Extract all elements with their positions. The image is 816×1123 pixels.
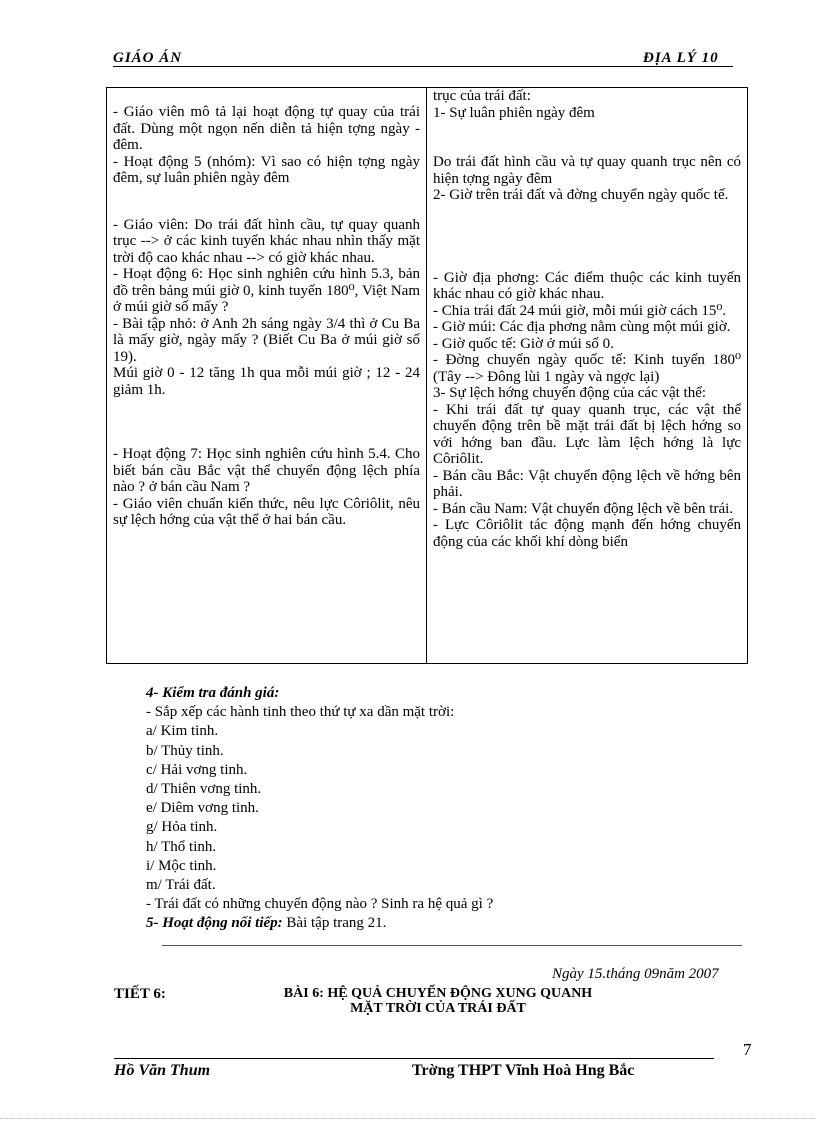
lesson-table [106, 87, 748, 664]
section-divider [162, 945, 742, 946]
right-line: - Đờng chuyển ngày quốc tế: Kinh tuyến 180⁰ (Tây --> Đông lùi 1 ngày và ngợc lại) [433, 352, 741, 385]
header-right: ĐỊA LÝ 10 [643, 50, 719, 66]
planet-item: e/ Diêm vơng tinh. [146, 800, 259, 817]
right-line: 1- Sự luân phiên ngày đêm [433, 104, 595, 121]
page-bottom-border [0, 1118, 816, 1119]
left-line: - Bài tập nhỏ: ở Anh 2h sáng ngày 3/4 thì ở Cu Ba là mấy giờ, ngày mấy ? (Biết Cu Ba ở múi giờ số 19). [113, 315, 420, 365]
footer-author: Hồ Văn Thum [114, 1062, 211, 1079]
planet-item: h/ Thổ tinh. [146, 838, 217, 855]
right-line: - Giờ quốc tế: Giờ ở múi số 0. [433, 335, 614, 352]
planet-item: g/ Hỏa tinh. [146, 819, 218, 836]
right-line: - Bán cầu Nam: Vật chuyển động lệch về bên trái. [433, 500, 734, 517]
right-line: Do trái đất hình cầu và tự quay quanh trục nên có hiện tợng ngày đêm [433, 154, 741, 187]
evaluation-title: 4- Kiểm tra đánh giá: [146, 685, 280, 701]
planet-item: i/ Mộc tinh. [146, 857, 217, 874]
lesson-date: Ngày 15.tháng 09năm 2007 [552, 966, 719, 982]
teacher-activity-column [107, 88, 427, 664]
planet-item: b/ Thủy tinh. [146, 742, 224, 759]
next-activity-title: 5- Hoạt động nối tiếp: [146, 915, 283, 932]
left-line: - Giáo viên mô tả lại hoạt động tự quay của trái đất. Dùng một ngọn nến diễn tả hiện tợng ngày - đêm. [113, 104, 420, 153]
planet-item: m/ Trái đất. [146, 877, 216, 894]
footer-rule [114, 1058, 714, 1059]
planet-item: a/ Kim tinh. [146, 723, 219, 740]
content-column [427, 88, 748, 664]
left-line: Múi giờ 0 - 12 tăng 1h qua mỗi múi giờ ; 12 - 24 giảm 1h. [113, 365, 420, 398]
next-activity-text: Bài tập trang 21. [286, 915, 387, 932]
evaluation-question: - Trái đất có những chuyển động nào ? Sinh ra hệ quả gì ? [146, 896, 494, 913]
evaluation-intro: - Sắp xếp các hành tinh theo thứ tự xa dần mặt trời: [146, 704, 455, 721]
right-line: - Lực Côriôlit tác động mạnh đến hớng chuyển động của các khối khí dòng biển [433, 517, 741, 550]
right-line: - Khi trái đất tự quay quanh trục, các vật thể chuyển động trên bề mặt trái đất bị lệch hớng so với hớng ban đầu. Lực làm lệch hớng là lực Côriôlit. [433, 401, 741, 467]
header-rule [113, 66, 733, 67]
evaluation-section [146, 684, 706, 934]
page-number: 7 [743, 1040, 752, 1059]
right-line: - Giờ múi: Các địa phơng nằm cùng một múi giờ. [433, 319, 731, 335]
planet-item: c/ Hải vơng tinh. [146, 761, 248, 778]
lesson-title-line2: MẶT TRỜI CỦA TRÁI ĐẤT [350, 1001, 526, 1016]
right-line: - Chia trái đất 24 múi giờ, mỗi múi giờ cách 15⁰. [433, 302, 727, 319]
header-left: GIÁO ÁN [113, 50, 183, 66]
left-line: - Hoạt động 7: Học sinh nghiên cứu hình 5.4. Cho biết bán cầu Bắc vật thể chuyển động lệch phía nào ? ở bán cầu Nam ? [113, 446, 420, 495]
right-line: trục của trái đất: [433, 88, 531, 104]
period-label: TIẾT 6: [114, 986, 166, 1002]
lesson-title [243, 986, 633, 1016]
left-line: - Giáo viên: Do trái đất hình cầu, tự quay quanh trục --> ở các kinh tuyến khác nhau nhìn thấy mặt trời độ cao khác nhau --> có giờ khác nhau. [113, 216, 420, 266]
lesson-title-line1: BÀI 6: HỆ QUẢ CHUYỂN ĐỘNG XUNG QUANH [283, 986, 593, 1001]
right-line: - Bán cầu Bắc: Vật chuyển động lệch về hớng bên phải. [433, 467, 741, 500]
planet-item: d/ Thiên vơng tinh. [146, 781, 262, 798]
right-line: - Giờ địa phơng: Các điểm thuộc các kinh tuyến khác nhau có giờ khác nhau. [433, 269, 741, 302]
footer-school: Trờng THPT Vĩnh Hoà Hng Bắc [412, 1062, 635, 1079]
left-line: - Giáo viên chuẩn kiến thức, nêu lực Côriôlit, nêu sự lệch hớng của vật thể ở hai bán cầu. [113, 495, 420, 528]
left-line: - Hoạt động 5 (nhóm): Vì sao có hiện tợng ngày đêm, sự luân phiên ngày đêm [113, 153, 420, 186]
right-line: 2- Giờ trên trái đất và đờng chuyển ngày quốc tế. [433, 187, 729, 203]
next-activity [146, 914, 706, 933]
left-line: - Hoạt động 6: Học sinh nghiên cứu hình 5.3, bản đồ trên bảng múi giờ 0, kinh tuyến 180⁰, Việt Nam ở múi giờ số mấy ? [113, 266, 420, 315]
right-line: 3- Sự lệch hớng chuyển động của các vật thể: [433, 385, 707, 401]
